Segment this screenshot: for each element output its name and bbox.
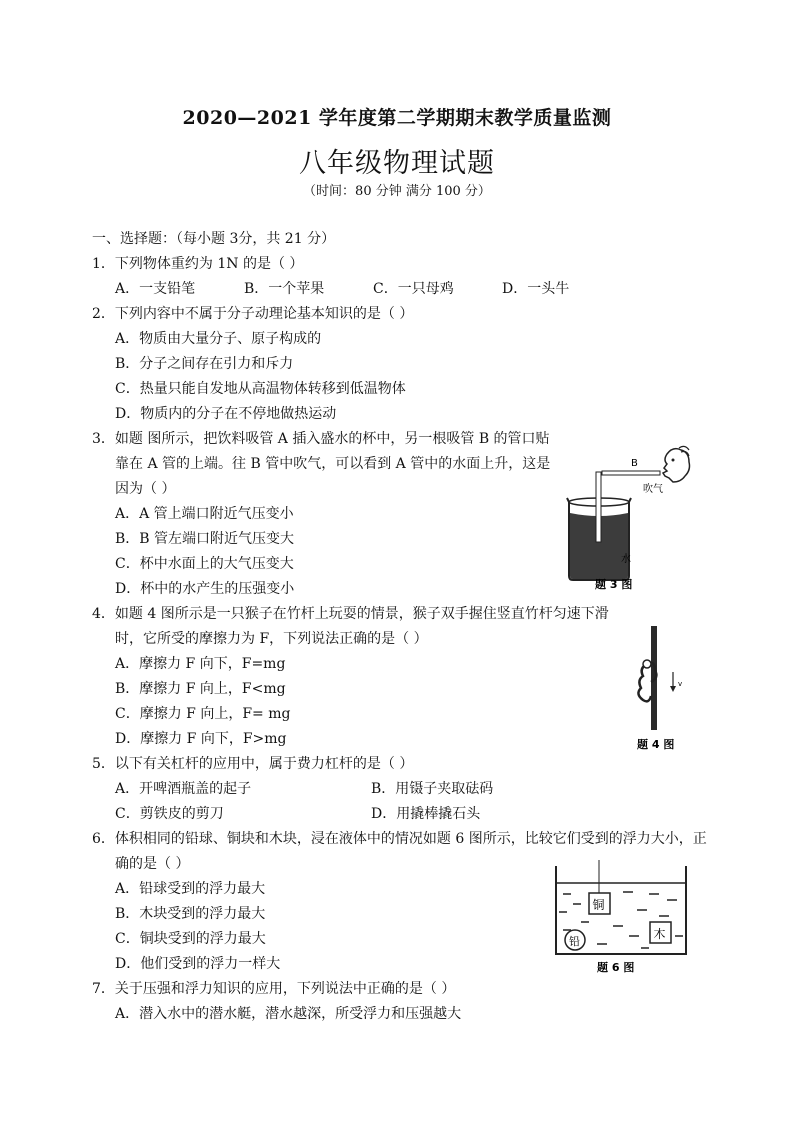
question-2-option-d: D．物质内的分子在不停地做热运动 bbox=[115, 406, 337, 422]
question-1-stem: 1．下列物体重约为 1N 的是（ ） bbox=[92, 256, 304, 272]
question-5-option-b: B．用镊子夹取砝码 bbox=[371, 781, 494, 797]
section-heading: 一、选择题：（每小题 3分，共 21 分） bbox=[92, 231, 336, 247]
question-6-stem-line-2: 确的是（ ） bbox=[115, 856, 190, 872]
figure-4-drawing bbox=[625, 624, 685, 754]
question-4-option-d: D．摩擦力 F 向下，F>mg bbox=[115, 731, 287, 747]
question-5-option-a: A．开啤酒瓶盖的起子 bbox=[115, 781, 252, 797]
question-3-stem-line-1: 3．如题 图所示，把饮料吸管 A 插入盛水的杯中，另一根吸管 B 的管口贴 bbox=[92, 431, 550, 447]
question-2-option-c: C．热量只能自发地从高温物体转移到低温物体 bbox=[115, 381, 406, 397]
label-water: 水 bbox=[621, 554, 631, 565]
question-5-option-c: C．剪铁皮的剪刀 bbox=[115, 806, 224, 822]
figure-3-caption: 题 3 图 bbox=[595, 578, 633, 591]
question-5-options-row-1 bbox=[92, 777, 712, 802]
exam-info: （时间：80 分钟 满分 100 分） bbox=[303, 184, 491, 199]
question-2-option-b: B．分子之间存在引力和斥力 bbox=[115, 356, 294, 372]
figure-6 bbox=[553, 860, 693, 978]
figure-4-caption: 题 4 图 bbox=[637, 738, 675, 751]
figure-4 bbox=[625, 624, 685, 754]
label-blow: 吹气 bbox=[643, 484, 663, 495]
question-4-stem-line-1: 4．如题 4 图所示是一只猴子在竹杆上玩耍的情景，猴子双手握住竖直竹杆匀速下滑 bbox=[92, 606, 609, 622]
question-3-option-d: D．杯中的水产生的压强变小 bbox=[115, 581, 295, 597]
question-4-option-a: A．摩擦力 F 向下，F=mg bbox=[115, 656, 286, 672]
face-icon bbox=[663, 449, 690, 482]
arrow-down-icon bbox=[670, 686, 676, 692]
question-6-stem-line-1: 6．体积相同的铅球、铜块和木块，浸在液体中的情况如题 6 图所示，比较它们受到的浮力大小，正 bbox=[92, 831, 707, 847]
question-4-option-b: B．摩擦力 F 向上，F<mg bbox=[115, 681, 286, 697]
question-3-option-c: C．杯中水面上的大气压变大 bbox=[115, 556, 294, 572]
question-3-option-a: A．A 管上端口附近气压变小 bbox=[115, 506, 294, 522]
question-3-stem-line-2: 靠在 A 管的上端。往 B 管中吹气，可以看到 A 管中的水面上升，这是 bbox=[115, 456, 551, 472]
question-6-option-d: D．他们受到的浮力一样大 bbox=[115, 956, 281, 972]
question-1-option-a: A．一支铅笔 bbox=[115, 281, 196, 297]
question-6-option-c: C．铜块受到的浮力最大 bbox=[115, 931, 266, 947]
label-wood: 木 bbox=[653, 927, 666, 941]
exam-subject: 八年级物理试题 bbox=[299, 148, 495, 179]
label-lead: 铅 bbox=[569, 935, 580, 948]
question-5-option-d: D．用撬棒撬石头 bbox=[371, 806, 481, 822]
exam-title: 2020—2021 学年度第二学期期末教学质量监测 bbox=[182, 107, 612, 129]
question-4-option-c: C．摩擦力 F 向上，F= mg bbox=[115, 706, 291, 722]
question-7-option-a: A．潜入水中的潜水艇，潜水越深，所受浮力和压强越大 bbox=[115, 1006, 462, 1022]
straw-a bbox=[596, 472, 601, 542]
question-1-option-c: C．一只母鸡 bbox=[373, 281, 454, 297]
label-b: B bbox=[631, 458, 638, 469]
straw-b bbox=[602, 471, 660, 475]
label-v: v bbox=[678, 680, 683, 688]
question-4-stem-line-2: 时，它所受的摩擦力为 F，下列说法正确的是（ ） bbox=[115, 631, 428, 647]
question-5-stem: 5．以下有关杠杆的应用中，属于费力杠杆的是（ ） bbox=[92, 756, 414, 772]
label-copper: 铜 bbox=[592, 898, 605, 912]
question-7-stem: 7．关于压强和浮力知识的应用，下列说法中正确的是（ ） bbox=[92, 981, 456, 997]
question-2-stem: 2．下列内容中不属于分子动理论基本知识的是（ ） bbox=[92, 306, 414, 322]
eye-icon bbox=[672, 459, 675, 462]
question-3-option-b: B．B 管左端口附近气压变大 bbox=[115, 531, 295, 547]
question-5-options-row-2 bbox=[92, 802, 712, 827]
figure-3 bbox=[555, 440, 705, 592]
figure-6-drawing bbox=[553, 860, 693, 978]
question-2-option-a: A．物质由大量分子、原子构成的 bbox=[115, 331, 322, 347]
question-1-option-d: D．一头牛 bbox=[502, 281, 570, 297]
monkey-head-icon bbox=[643, 660, 651, 668]
figure-3-drawing bbox=[555, 440, 705, 592]
question-1-options bbox=[92, 277, 712, 302]
question-3-stem-line-3: 因为（ ） bbox=[115, 481, 176, 497]
question-6-option-a: A．铅球受到的浮力最大 bbox=[115, 881, 266, 897]
question-1-option-b: B．一个苹果 bbox=[244, 281, 325, 297]
question-6-option-b: B．木块受到的浮力最大 bbox=[115, 906, 266, 922]
figure-6-caption: 题 6 图 bbox=[597, 961, 635, 974]
